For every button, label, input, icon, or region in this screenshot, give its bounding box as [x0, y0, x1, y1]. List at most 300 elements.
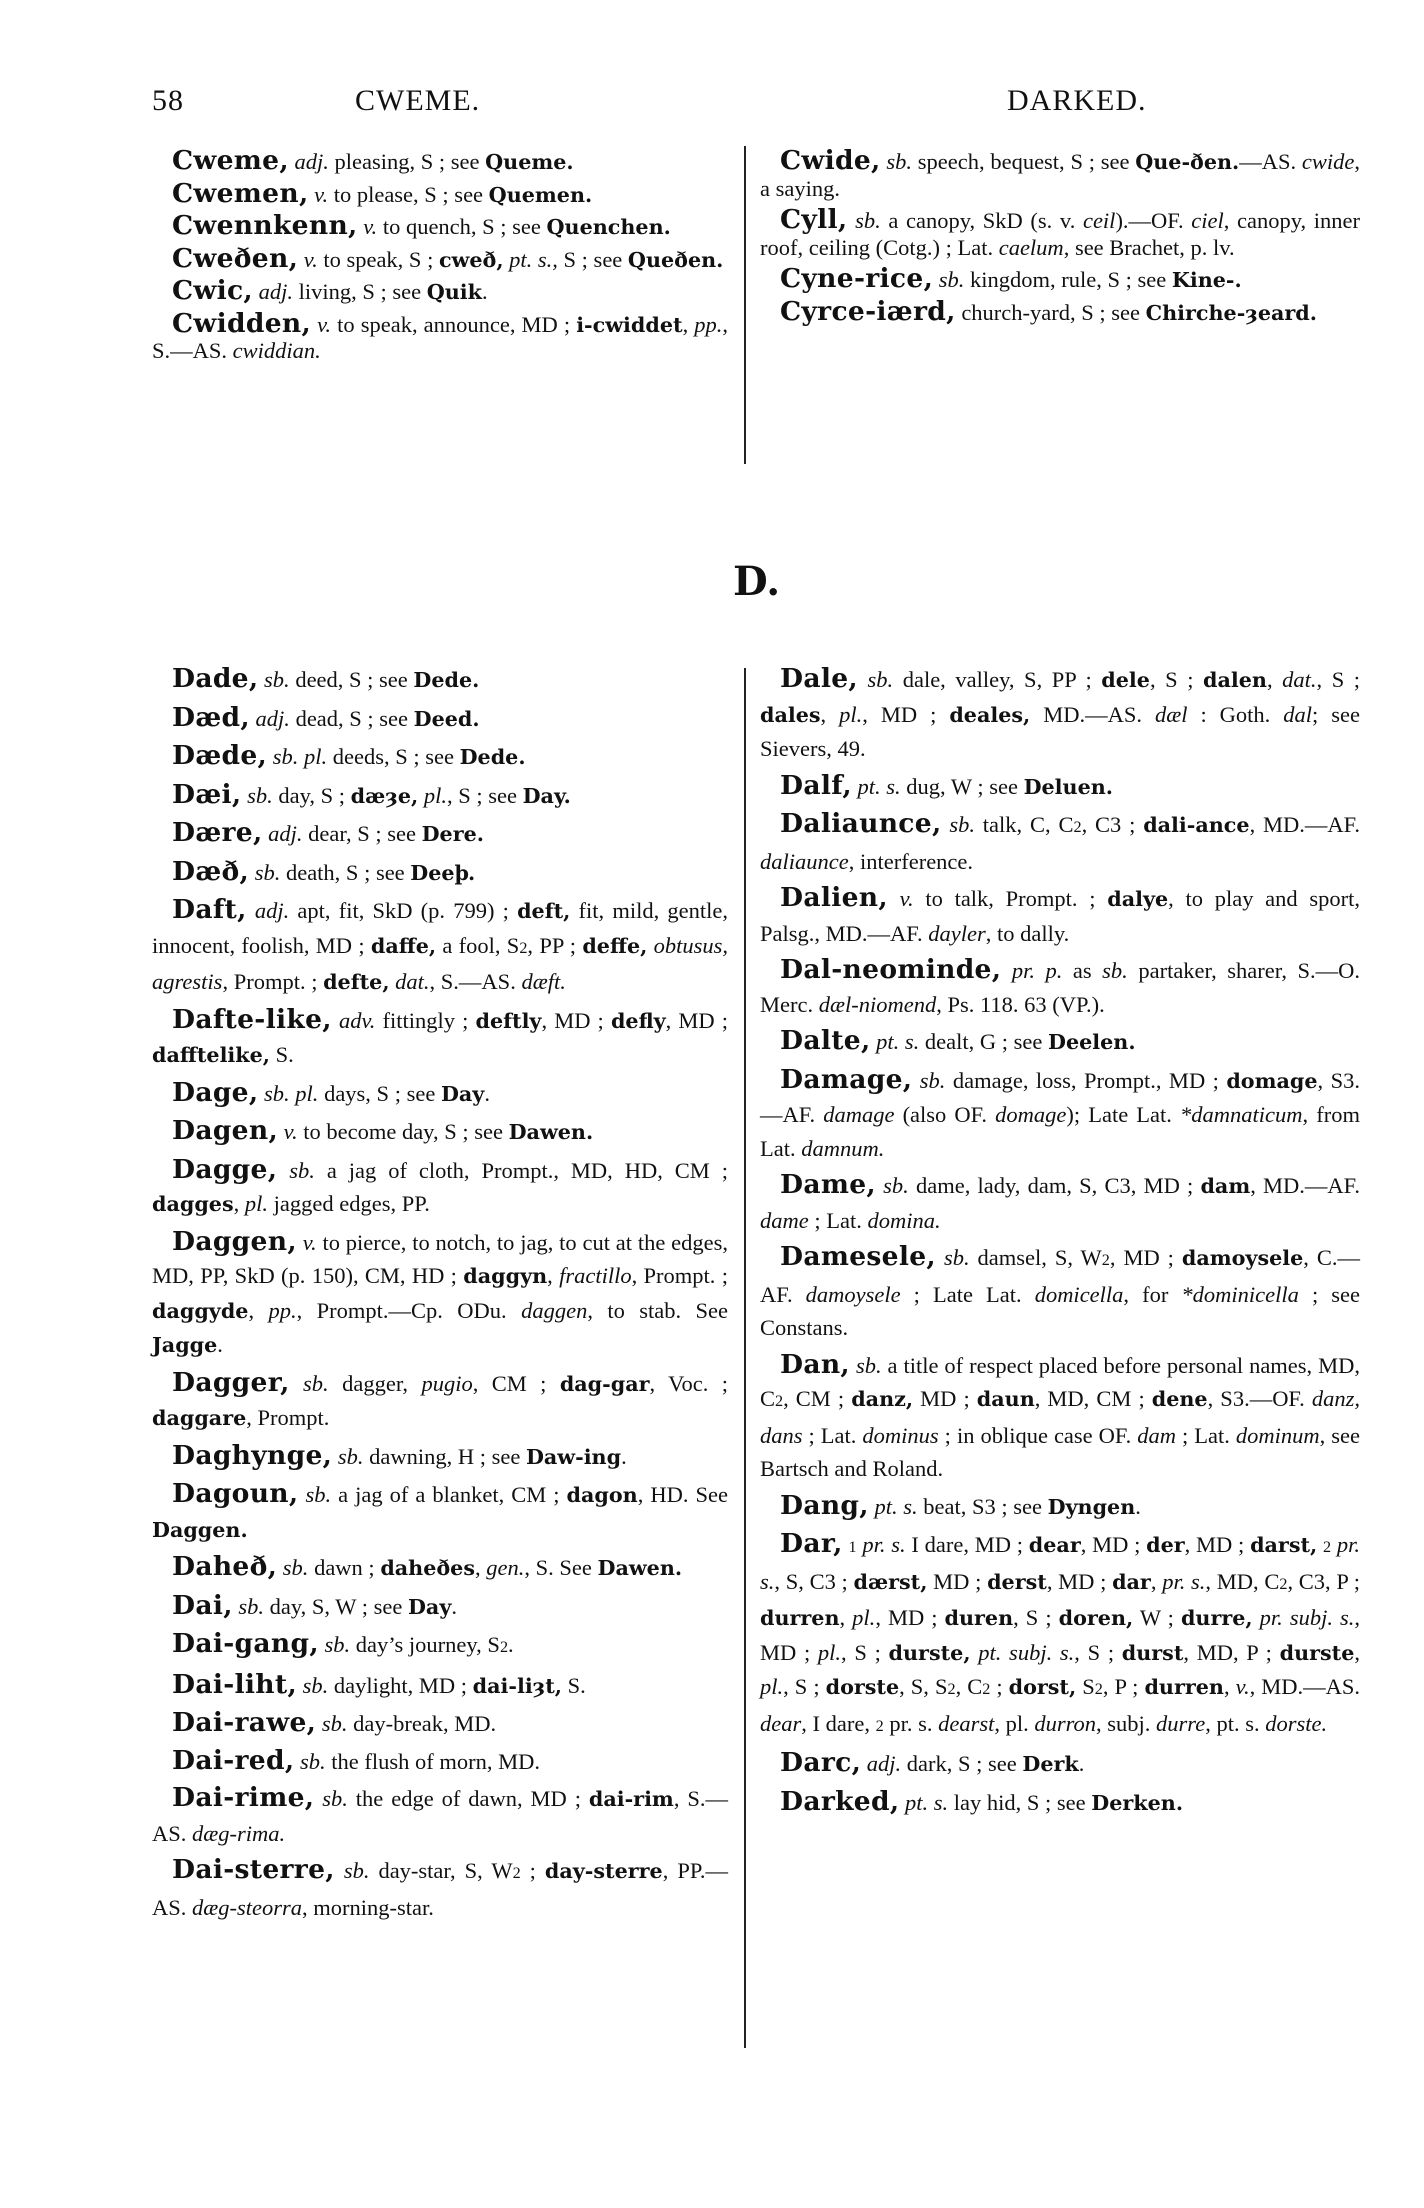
italic-text: adv. — [338, 1007, 376, 1033]
bold-form: deftly — [475, 1008, 542, 1033]
entry-text: beat, S3 ; see — [917, 1493, 1048, 1519]
entry-text: 2 — [775, 1392, 784, 1410]
italic-text: pr. subj. s. — [1259, 1605, 1355, 1630]
italic-text: pt. s. — [876, 1029, 920, 1054]
dictionary-entry — [152, 893, 728, 1000]
entry-text: 2 — [1279, 1574, 1288, 1593]
italic-text: pt. s. — [905, 1789, 949, 1815]
entry-text: , MD ; — [541, 1007, 611, 1033]
entry-text: , MD ; — [1109, 1245, 1182, 1270]
bold-form: Dede. — [459, 745, 526, 769]
italic-text: pl. — [244, 1191, 268, 1216]
bold-form: Derken. — [1091, 1790, 1184, 1815]
headword: Dagoun, — [172, 1478, 299, 1509]
italic-text: dorste. — [1265, 1710, 1328, 1736]
italic-text: v. — [302, 1229, 317, 1255]
dictionary-entry — [760, 1785, 1360, 1821]
entry-text: ); Late Lat. — [1066, 1102, 1181, 1127]
entry-text: , — [820, 701, 840, 727]
italic-text: dæl — [1154, 701, 1188, 727]
italic-text: sb. — [324, 1632, 351, 1657]
italic-text: damoysele — [805, 1281, 901, 1307]
column-divider — [744, 146, 746, 464]
italic-text: gen. — [486, 1555, 525, 1580]
entry-text: pr. s. — [883, 1710, 939, 1736]
entry-text: . — [621, 1443, 627, 1469]
entry-text: day, S, W ; see — [264, 1593, 408, 1619]
bold-form: dagges — [152, 1192, 234, 1216]
entry-text: 2 — [1323, 1538, 1332, 1556]
headword: Dai-rime, — [172, 1782, 315, 1813]
entry-text: fit, mild, gentle, innocent, foolish, MD ; — [152, 898, 729, 958]
italic-text: pr. s. — [760, 1532, 1361, 1594]
top-left-column — [152, 145, 729, 370]
entry-text: MD ; — [927, 1568, 988, 1594]
italic-text: ceil — [1082, 208, 1116, 233]
bold-form: daggyn — [463, 1264, 548, 1288]
entry-text: days, S ; see — [318, 1080, 441, 1106]
entry-text: , — [682, 311, 695, 337]
bold-form: Que-ðen. — [1135, 150, 1240, 174]
italic-text: v. — [303, 246, 318, 272]
entry-text: , C.—AF. — [760, 1245, 1361, 1307]
headword: Daheð, — [172, 1551, 278, 1582]
dictionary-entry — [760, 145, 1360, 202]
italic-text: sb. — [943, 1245, 970, 1270]
entry-text: 2 — [947, 1680, 956, 1698]
entry-text: , S3.—OF. — [1207, 1386, 1312, 1411]
bold-form: Deed. — [413, 706, 480, 731]
italic-text: adj. — [866, 1751, 902, 1776]
headword: Dade, — [172, 663, 259, 694]
italic-text: dam — [1137, 1422, 1177, 1448]
italic-text: pugio — [421, 1370, 473, 1396]
entry-text: , — [1266, 667, 1283, 692]
entry-text: to speak, S ; — [317, 246, 439, 272]
entry-text: day’s journey, S — [350, 1632, 500, 1657]
bold-form: Queme. — [485, 150, 574, 174]
entry-text: , S. See — [524, 1555, 598, 1580]
bold-form: dorst, — [1008, 1675, 1077, 1699]
headword: Dæd, — [172, 701, 250, 733]
dictionary-entry — [760, 953, 1360, 1021]
bold-form: domage — [1226, 1068, 1318, 1093]
italic-text: v. — [899, 886, 914, 911]
italic-text: v. — [317, 311, 332, 337]
bold-form: dam — [1200, 1174, 1251, 1198]
entry-text: as — [1062, 958, 1103, 983]
italic-text: sb. — [949, 812, 975, 837]
bold-form: Day — [407, 1594, 452, 1619]
dictionary-entry — [152, 1076, 728, 1112]
headword: Dafte-like, — [172, 1003, 332, 1035]
entry-text: , S, S — [899, 1674, 948, 1699]
entry-text: , S.—AS. — [429, 969, 522, 994]
bold-form: Dawen. — [508, 1120, 594, 1144]
entry-text: S. — [269, 1042, 294, 1067]
italic-text: *damnaticum — [1180, 1102, 1303, 1127]
bold-form: deffe, — [582, 933, 648, 958]
dictionary-entry — [760, 807, 1360, 878]
entry-text: 2 — [499, 1638, 509, 1656]
entry-text — [1001, 958, 1012, 983]
dictionary-entry — [152, 1781, 728, 1850]
entry-text: . — [217, 1332, 223, 1357]
dictionary-entry — [760, 1746, 1360, 1782]
bold-form: dag-gar — [559, 1371, 650, 1396]
entry-text: death, S ; see — [280, 859, 411, 885]
entry-text — [277, 1158, 289, 1183]
entry-text: , PP.—AS. — [152, 1858, 728, 1920]
italic-text: sb. — [305, 1482, 332, 1507]
dictionary-entry — [760, 295, 1360, 327]
italic-text: v. — [1235, 1674, 1250, 1699]
entry-text: to talk, Prompt. ; — [913, 886, 1108, 911]
italic-text: damage — [823, 1102, 895, 1127]
bold-form: Daw-ing — [525, 1444, 622, 1469]
headword: Dai-rawe, — [172, 1707, 317, 1738]
dictionary-entry — [760, 1527, 1360, 1743]
dictionary-entry — [152, 1706, 728, 1741]
bold-form: durren — [1144, 1675, 1224, 1699]
entry-text: , MD, C — [1205, 1568, 1280, 1594]
entry-text: living, S ; see — [293, 279, 427, 304]
entry-text: , S.—AS. — [152, 311, 729, 363]
dictionary-entry — [152, 1114, 728, 1150]
entry-text: , — [1150, 1568, 1163, 1594]
italic-text: pl. — [423, 782, 447, 808]
bold-form: durre, — [1180, 1606, 1253, 1630]
entry-text: , P ; — [1102, 1674, 1145, 1699]
bold-form: daffe, — [370, 933, 437, 958]
italic-text: adj. — [258, 279, 293, 304]
entry-text: , S.—AS. — [152, 1786, 729, 1846]
entry-text: ; — [990, 1674, 1009, 1699]
italic-text: caelum — [998, 234, 1064, 260]
italic-text: pt. subj. s. — [978, 1639, 1075, 1665]
italic-text: durron — [1034, 1710, 1097, 1736]
bold-form: dæȝe, — [350, 783, 419, 808]
italic-text: sb. — [919, 1067, 946, 1093]
bold-form: dali-ance — [1143, 813, 1250, 837]
entry-text — [290, 1371, 303, 1396]
entry-text: , C3, P ; — [1287, 1568, 1361, 1594]
bold-form: Jagge — [152, 1333, 218, 1357]
bold-form: dai-liȝt, — [472, 1673, 562, 1698]
dictionary-entry — [152, 1003, 728, 1073]
entry-text: , C3 ; — [1081, 812, 1144, 837]
bold-form: Dyngen — [1047, 1494, 1136, 1519]
entry-text: , — [547, 1263, 560, 1288]
entry-text: ; see Sievers, 49. — [760, 701, 1360, 761]
headword: Cwide, — [780, 145, 881, 176]
headword: Dai-liht, — [172, 1668, 297, 1700]
main-left-column — [152, 662, 728, 1927]
bold-form: Quenchen. — [546, 215, 671, 239]
italic-text: damnum. — [801, 1135, 885, 1161]
bold-form: damoysele — [1181, 1246, 1304, 1270]
entry-text: , pt. s. — [1205, 1710, 1266, 1736]
italic-text: domicella — [1034, 1281, 1124, 1307]
entry-text: dark, S ; see — [901, 1751, 1023, 1776]
italic-text: domina. — [867, 1207, 941, 1233]
entry-text: ; — [520, 1858, 545, 1883]
bold-form: Daggen. — [152, 1517, 248, 1542]
entry-text: , to stab. See — [587, 1297, 729, 1323]
entry-text: ).—OF. — [1115, 208, 1192, 233]
entry-text: , S ; — [783, 1674, 826, 1699]
entry-text: damage, loss, Prompt., MD ; — [945, 1067, 1227, 1093]
dictionary-entry — [152, 701, 728, 737]
bold-form: dorste — [825, 1675, 900, 1699]
entry-text: . — [1135, 1493, 1141, 1519]
bold-form: durste — [1279, 1640, 1355, 1665]
dictionary-entry — [760, 1024, 1360, 1060]
entry-text: day-star, S, W — [369, 1858, 513, 1883]
dictionary-entry — [760, 1063, 1360, 1166]
entry-text: kingdom, rule, S ; see — [964, 267, 1172, 292]
entry-text: I dare, MD ; — [905, 1532, 1029, 1557]
bold-form: Deeþ. — [410, 860, 476, 885]
dictionary-entry — [760, 1489, 1360, 1525]
bold-form: day-sterre — [544, 1859, 663, 1883]
italic-text: danz, dans — [760, 1386, 1360, 1448]
bold-form: dagon — [566, 1483, 638, 1507]
italic-text: pr. p. — [1011, 958, 1063, 983]
entry-text: , — [233, 1191, 245, 1216]
italic-text: cwiddian. — [232, 338, 321, 363]
headword: Dalf, — [780, 769, 852, 801]
entry-text: , interference. — [848, 848, 974, 874]
entry-text: ; Lat. — [808, 1207, 868, 1233]
dictionary-entry — [760, 1348, 1360, 1486]
entry-text: lay hid, S ; see — [948, 1789, 1092, 1815]
italic-text: dominum — [1235, 1422, 1320, 1448]
entry-text: , S3.—AF. — [760, 1067, 1360, 1127]
entry-text: a title of respect placed before personal names, MD, C — [760, 1352, 1361, 1411]
entry-text: , S, C3 ; — [774, 1568, 854, 1594]
bold-form: danz, — [851, 1387, 914, 1411]
italic-text: durre — [1156, 1710, 1206, 1736]
entry-text: deed, S ; see — [289, 667, 414, 692]
bold-form: dai-rim — [588, 1787, 674, 1811]
headword: Dai-gang, — [172, 1628, 319, 1659]
dictionary-entry — [760, 1168, 1360, 1237]
entry-text: talk, C, C — [974, 812, 1074, 837]
entry-text: W ; — [1133, 1605, 1181, 1630]
headword: Dæi, — [172, 778, 242, 810]
dictionary-entry — [152, 1853, 728, 1924]
entry-text: , I dare, — [801, 1710, 876, 1736]
bold-form: Derk — [1022, 1752, 1079, 1776]
italic-text: cwide — [1301, 149, 1355, 174]
entry-text: , — [475, 1555, 487, 1580]
entry-text: , Voc. ; — [649, 1370, 728, 1396]
entry-text: 2 — [982, 1680, 991, 1698]
dictionary-entry — [760, 881, 1360, 950]
italic-text: sb. — [938, 267, 965, 292]
entry-text: apt, fit, SkD (p. 799) ; — [289, 898, 518, 923]
entry-text: MD.—AS. — [1030, 701, 1155, 727]
bold-form: duren — [944, 1606, 1014, 1630]
entry-text: , S ; — [841, 1639, 889, 1665]
bold-form: deft, — [517, 899, 571, 923]
dictionary-entry — [152, 177, 728, 209]
headword: Dagger, — [172, 1366, 290, 1398]
bold-form: dafftelike, — [152, 1043, 270, 1067]
entry-text: , MD ; — [1080, 1532, 1147, 1557]
entry-text: S. — [562, 1672, 586, 1698]
entry-text — [912, 1068, 919, 1093]
entry-text: to pierce, to notch, to jag, to cut at the edges, MD, PP, SkD (p. 150), CM, HD ; — [152, 1229, 729, 1288]
entry-text: a fool, S — [436, 932, 520, 958]
entry-text: , from Lat. — [760, 1102, 1360, 1161]
headword: Dai-sterre, — [172, 1854, 335, 1885]
bold-form: Quemen. — [488, 182, 593, 207]
bold-form: Quik — [426, 280, 483, 304]
dictionary-entry — [152, 1744, 728, 1779]
entry-text: , S ; — [1074, 1639, 1122, 1665]
entry-text: jagged edges, PP. — [268, 1191, 430, 1216]
headword: Cwic, — [172, 275, 253, 306]
dictionary-entry — [152, 855, 728, 891]
entry-text: a jag of a blanket, CM ; — [331, 1482, 567, 1507]
headword: Daft, — [172, 894, 247, 925]
italic-text: dat. — [1282, 667, 1317, 692]
entry-text: dagger, — [328, 1370, 422, 1396]
entry-text: the flush of morn, MD. — [325, 1748, 541, 1774]
headword: Dame, — [780, 1169, 876, 1200]
bold-form: defly — [610, 1008, 666, 1033]
headword: Dære, — [172, 817, 263, 848]
headword: Daggen, — [172, 1225, 297, 1257]
headword: Cyll, — [780, 204, 848, 235]
bold-form: durste, — [888, 1640, 971, 1665]
bold-form: daun — [976, 1387, 1035, 1411]
dictionary-entry — [760, 263, 1360, 294]
entry-text: fittingly ; — [375, 1007, 476, 1033]
entry-text — [847, 208, 855, 233]
bold-form: Kine-. — [1171, 268, 1242, 292]
entry-text: the edge of dawn, MD ; — [347, 1786, 589, 1811]
running-head-right: DARKED. — [1007, 84, 1147, 117]
entry-text: , MD ; — [665, 1007, 729, 1033]
italic-text: v. — [283, 1119, 298, 1144]
headword: Cyrce-iærd, — [780, 295, 956, 327]
headword: Dalte, — [780, 1025, 871, 1056]
entry-text: MD ; — [913, 1386, 977, 1411]
entry-text: church-yard, S ; see — [955, 299, 1146, 325]
headword: Cweðen, — [172, 242, 299, 274]
entry-text: day-break, MD. — [347, 1711, 497, 1736]
entry-text — [936, 1245, 944, 1270]
italic-text: domage — [995, 1102, 1067, 1127]
headword: Cwemen, — [172, 177, 309, 209]
italic-text: sb. — [1102, 958, 1128, 983]
italic-text: ciel — [1191, 208, 1224, 233]
bold-form: Chirche-ȝeard. — [1145, 300, 1317, 325]
italic-text: sb. pl. — [264, 1080, 319, 1106]
entry-text: dear, S ; see — [302, 821, 422, 846]
entry-text: , MD ; — [1046, 1568, 1113, 1594]
bold-form: Day. — [522, 783, 571, 808]
entry-text: day, S ; — [272, 782, 351, 808]
dictionary-entry — [152, 275, 728, 306]
entry-text: 2 — [1094, 1680, 1103, 1698]
italic-text: dæft. — [521, 969, 566, 994]
italic-text: sb. — [238, 1593, 265, 1619]
italic-text: sb. — [886, 149, 912, 174]
italic-text: pl. — [817, 1639, 842, 1665]
italic-text: obtusus, agrestis — [152, 932, 729, 994]
headword: Darc, — [780, 1747, 862, 1778]
bold-form: der — [1146, 1533, 1185, 1557]
italic-text: sb. — [321, 1711, 348, 1736]
italic-text: sb. pl. — [272, 744, 328, 769]
bold-form: dene — [1151, 1387, 1208, 1411]
bold-form: Dawen. — [597, 1556, 683, 1580]
entry-text: , Prompt.—Cp. ODu. — [296, 1297, 522, 1323]
dictionary-entry — [760, 204, 1361, 261]
italic-text: pr. s. — [1162, 1568, 1206, 1594]
entry-text: 1 — [848, 1538, 857, 1556]
italic-text: sb. — [855, 208, 881, 233]
dictionary-entry — [152, 1225, 728, 1363]
bold-form: daggyde — [152, 1298, 249, 1323]
headword: Cweme, — [172, 145, 289, 176]
entry-text: to become day, S ; see — [297, 1119, 509, 1144]
italic-text: pl. — [852, 1605, 876, 1630]
entry-text: ; in oblique case OF. — [938, 1422, 1138, 1448]
italic-text: dearst — [938, 1710, 995, 1736]
dictionary-entry — [152, 816, 728, 852]
bold-form: deales, — [949, 702, 1031, 727]
headword: Cwidden, — [172, 307, 312, 339]
bold-form: darst, — [1250, 1533, 1318, 1557]
italic-text: sb. — [254, 859, 281, 885]
bold-form: dear — [1028, 1533, 1081, 1557]
entry-text: to please, S ; see — [328, 181, 489, 207]
bold-form: daheðes — [380, 1556, 475, 1580]
dictionary-entry — [760, 662, 1360, 766]
bold-form: cweð, — [438, 247, 504, 272]
italic-text: dat. — [395, 969, 430, 994]
dictionary-entry — [152, 210, 728, 241]
entry-text: , pl. — [994, 1710, 1035, 1736]
italic-text: pp. — [694, 311, 723, 337]
headword: Dagge, — [172, 1153, 278, 1185]
entry-text: dealt, G ; see — [919, 1029, 1048, 1054]
headword: Dal-neominde, — [780, 954, 1002, 985]
headword: Dan, — [780, 1348, 850, 1380]
entry-text: , Prompt. ; — [222, 969, 324, 994]
bold-form: Queðen. — [627, 247, 724, 272]
entry-text: (also OF. — [894, 1102, 996, 1127]
bold-form: Deluen. — [1023, 774, 1113, 799]
entry-text: , PP ; — [527, 932, 583, 958]
bold-form: Day — [440, 1081, 485, 1106]
bold-form: dar — [1112, 1569, 1151, 1594]
main-right-column — [760, 662, 1360, 1823]
entry-text — [858, 667, 868, 692]
entry-text: , canopy, inner roof, ceiling (Cotg.) ; Lat. — [760, 208, 1361, 260]
entry-text: , see Brachet, p. lv. — [1063, 234, 1235, 260]
entry-text: ; see Constans. — [760, 1281, 1360, 1340]
bold-form: Dede. — [413, 668, 480, 692]
italic-text: sb. — [855, 1352, 882, 1378]
italic-text: sb. — [289, 1157, 315, 1183]
entry-text: , MD, P ; — [1183, 1639, 1280, 1665]
